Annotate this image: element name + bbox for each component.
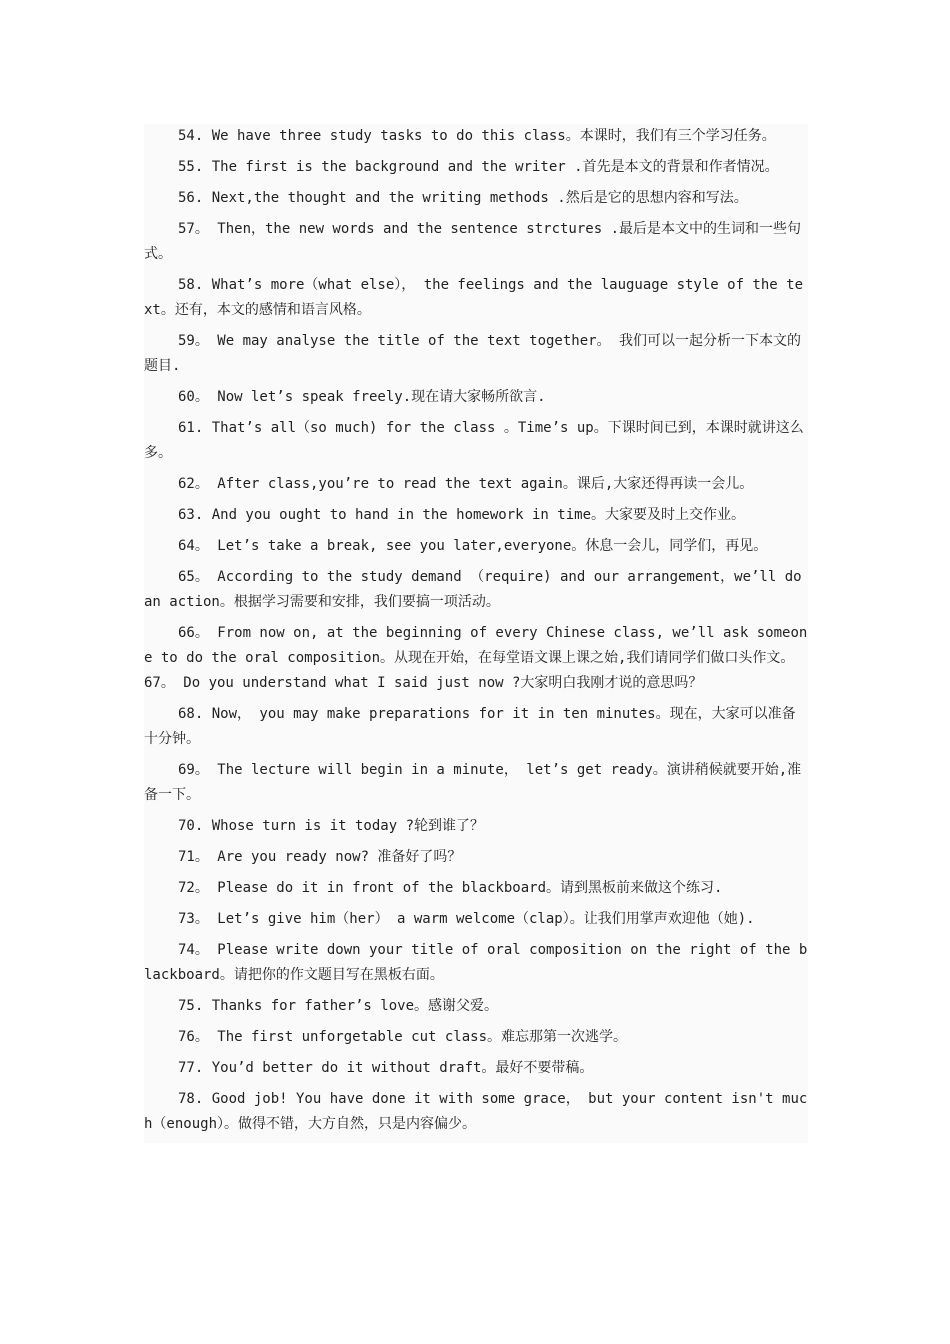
sentence-70: 70. Whose turn is it today ?轮到谁了？	[178, 818, 485, 834]
sentence-66: 66。 From now on, at the beginning of every Chinese class, we’ll ask someone to do the oral composition。从现在开始，在每堂语文课上课之始,我们请同学们做口头作文。	[144, 625, 808, 666]
sentence-71: 71。 Are you ready now? 准备好了吗？	[178, 849, 462, 865]
sentence-73: 73。 Let’s give him（her） a warm welcome（clap）。让我们用掌声欢迎他（她).	[178, 911, 755, 927]
sentence-58: 58. What’s more（what else）， the feelings and the lauguage style of the text。还有，本文的感情和语言风格。	[144, 277, 804, 318]
sentence-69: 69。 The lecture will begin in a minute， let’s get ready。演讲稍候就要开始,准备一下。	[144, 762, 802, 803]
sentence-60: 60。 Now let’s speak freely.现在请大家畅所欲言.	[178, 389, 546, 405]
sentence-59: 59。 We may analyse the title of the text together。 我们可以一起分析一下本文的题目.	[144, 333, 802, 374]
sentence-64: 64。 Let’s take a break, see you later,everyone。休息一会儿，同学们，再见。	[178, 538, 768, 554]
sentence-74: 74。 Please write down your title of oral composition on the right of the blackboard。请把你的作文题目写在黑板右面。	[144, 942, 808, 983]
sentence-67: 67。 Do you understand what I said just now ?大家明白我刚才说的意思吗？	[144, 675, 703, 691]
sentence-78: 78. Good job! You have done it with some grace， but your content isn't much（enough）。做得不错，大方自然，只是内容偏少。	[144, 1091, 808, 1132]
sentence-72: 72。 Please do it in front of the blackboard。请到黑板前来做这个练习.	[178, 880, 723, 896]
sentence-56: 56. Next,the thought and the writing methods .然后是它的思想内容和写法。	[178, 190, 748, 206]
document-body	[144, 124, 808, 1143]
sentence-68: 68. Now， you may make preparations for it in ten minutes。现在，大家可以准备十分钟。	[144, 706, 796, 747]
sentence-54: 54. We have three study tasks to do this class。本课时，我们有三个学习任务。	[178, 128, 776, 144]
sentence-77: 77. You’d better do it without draft。最好不要带稿。	[178, 1060, 594, 1076]
sentence-63: 63. And you ought to hand in the homework in time。大家要及时上交作业。	[178, 507, 746, 523]
sentence-61: 61. That’s all（so much) for the class 。Time’s up。下课时间已到，本课时就讲这么多。	[144, 420, 804, 461]
sentence-65: 65。 According to the study demand （require) and our arrangement，we’ll do an action。根据学习需要和安排，我们要搞一项活动。	[144, 569, 802, 610]
sentence-55: 55. The first is the background and the writer .首先是本文的背景和作者情况。	[178, 159, 779, 175]
sentence-57: 57。 Then，the new words and the sentence strctures .最后是本文中的生词和一些句式。	[144, 221, 802, 262]
sentence-75: 75. Thanks for father’s love。感谢父爱。	[178, 998, 499, 1014]
sentence-62: 62。 After class,you’re to read the text again。课后,大家还得再读一会儿。	[178, 476, 754, 492]
sentence-76: 76。 The first unforgetable cut class。难忘那第一次逃学。	[178, 1029, 628, 1045]
